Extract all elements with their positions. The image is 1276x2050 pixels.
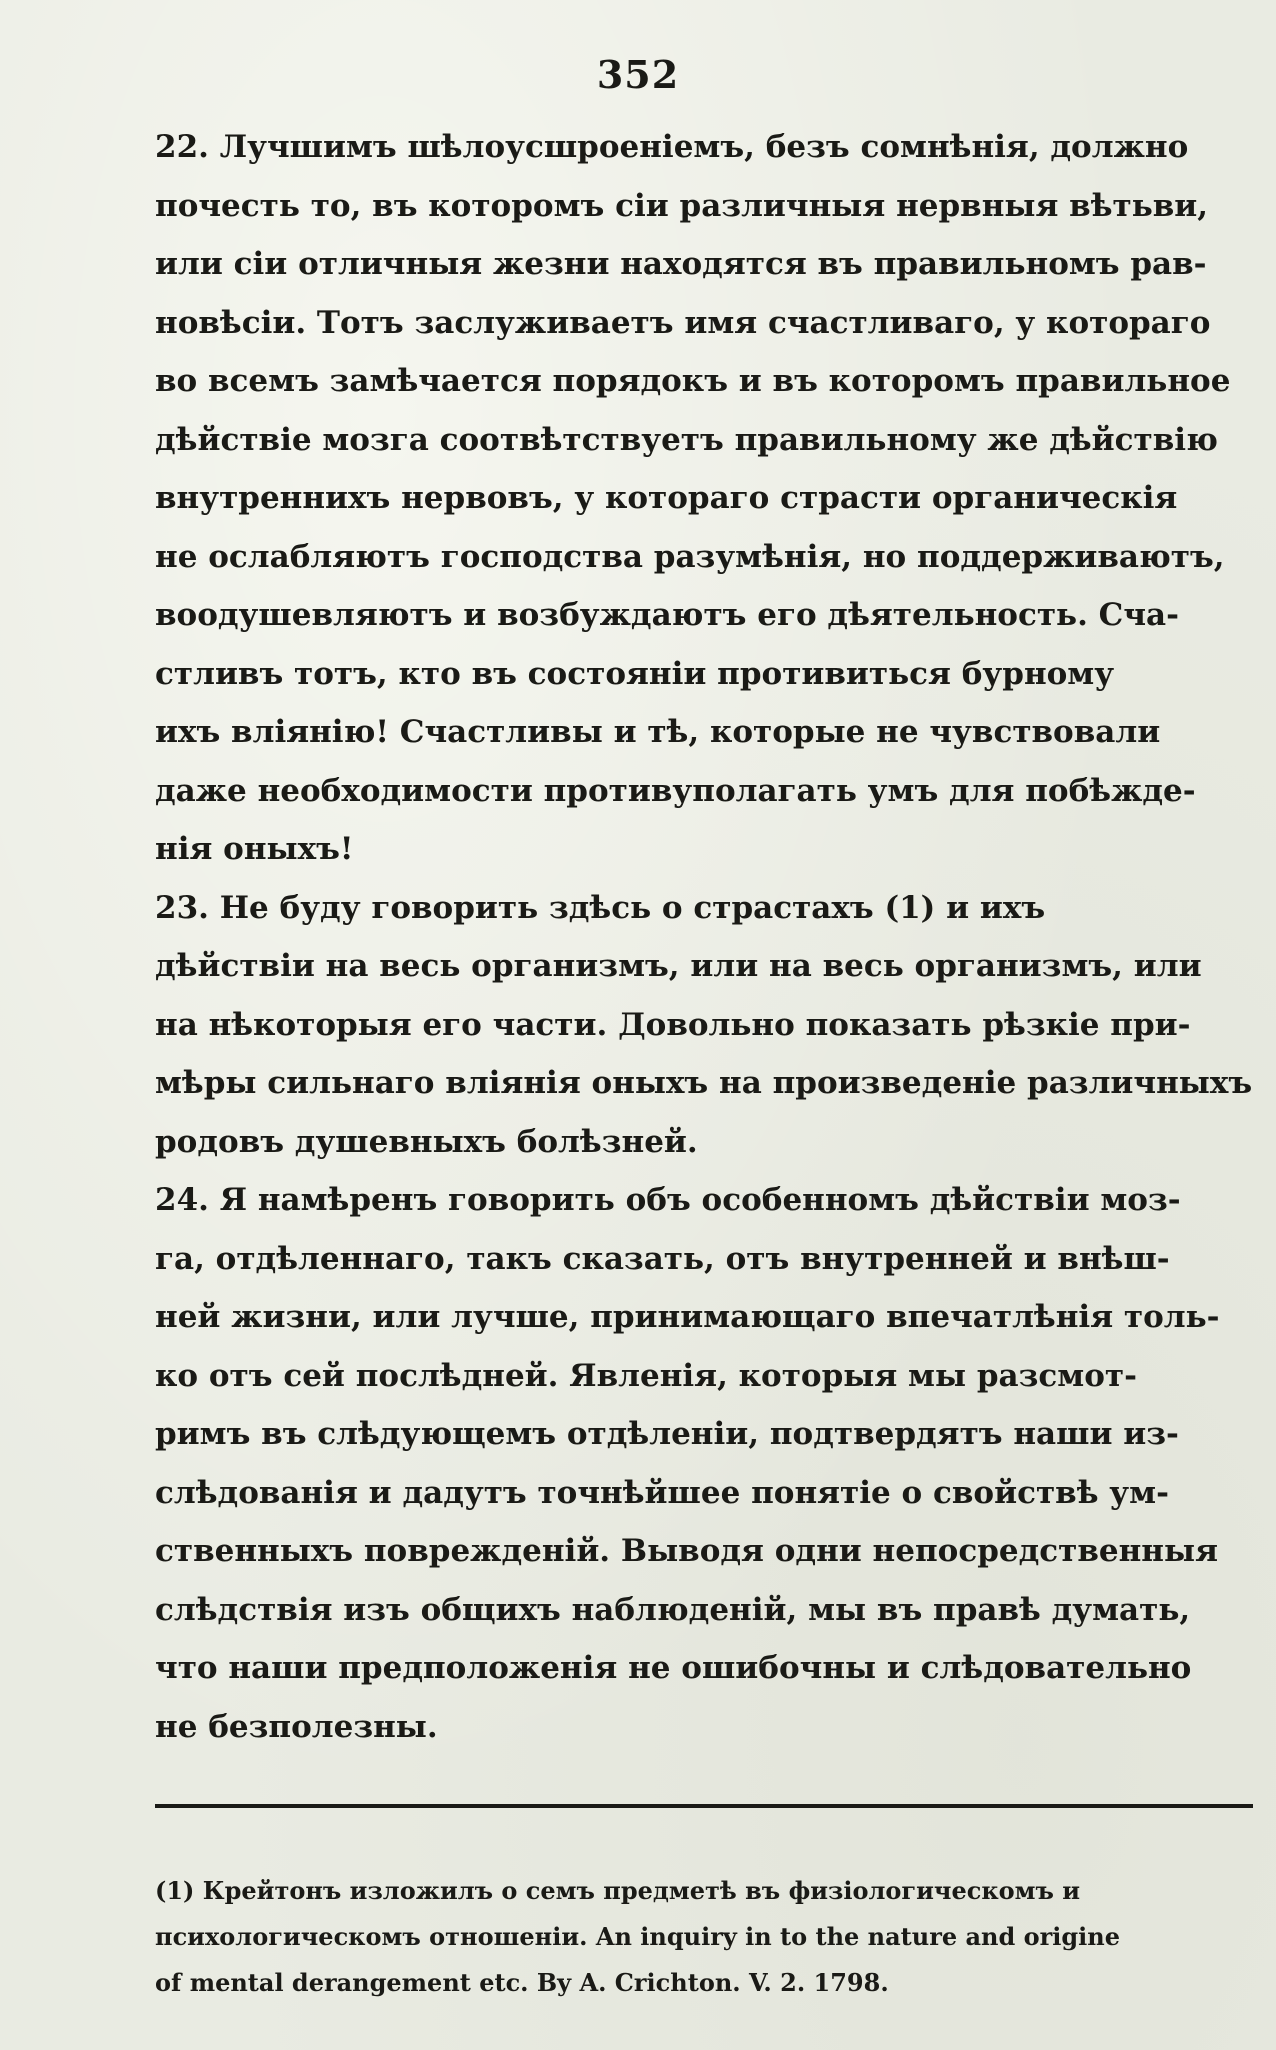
footnote-line: of mental derangement etc. By A. Crichton. V. 2. 1798. — [155, 1968, 889, 1997]
footnote-line: (1) Крейтонъ изложилъ о семъ предметѣ въ физіологическомъ и — [155, 1876, 1081, 1905]
text-line: слѣдствія изъ общихъ наблюденій, мы въ правѣ думать, — [155, 1591, 1191, 1628]
text-line: мѣры сильнаго вліянія оныхъ на произведеніе различныхъ — [155, 1065, 1253, 1101]
text-line: 24. Я намѣренъ говорить объ особенномъ дѣйствіи моз- — [155, 1182, 1181, 1218]
text-line: почесть то, въ которомъ сіи различныя нервныя вѣтьви, — [155, 187, 1209, 224]
text-line: римъ въ слѣдующемъ отдѣленіи, подтвердятъ наши из- — [155, 1416, 1179, 1452]
text-line: ней жизни, или лучше, принимающаго впечатлѣнія толь- — [155, 1299, 1220, 1335]
text-line: нія оныхъ! — [155, 831, 354, 867]
text-line: не безполезны. — [155, 1708, 438, 1745]
text-line: 23. Не буду говорить здѣсь о страстахъ (1) и ихъ — [155, 889, 1046, 926]
text-line: родовъ душевныхъ болѣзней. — [155, 1123, 698, 1160]
text-line: что наши предположенія не ошибочны и слѣдовательно — [155, 1650, 1192, 1686]
text-line: га, отдѣленнаго, такъ сказать, отъ внутренней и внѣш- — [155, 1240, 1170, 1277]
text-line: ственныхъ поврежденій. Выводя одни непосредственныя — [155, 1533, 1218, 1569]
page-number: 352 — [596, 52, 680, 97]
text-line: даже необходимости противуполагать умъ для побѣжде- — [155, 772, 1196, 809]
text-line: ихъ вліянію! Счастливы и тѣ, которые не чувствовали — [155, 714, 1161, 750]
text-line: внутреннихъ нервовъ, у котораго страсти органическія — [155, 480, 1178, 516]
text-line: 22. Лучшимъ шѣлоусшроеніемъ, безъ сомнѣнія, должно — [155, 129, 1189, 165]
text-line: на нѣкоторыя его части. Довольно показать рѣзкіе при- — [155, 1006, 1191, 1043]
text-line: воодушевляютъ и возбуждаютъ его дѣятельность. Сча- — [155, 597, 1179, 633]
text-line: ко отъ сей послѣдней. Явленія, которыя мы разсмот- — [155, 1357, 1137, 1394]
footnote-divider — [155, 1804, 1253, 1808]
text-line: стливъ тотъ, кто въ состояніи противиться бурному — [155, 655, 1115, 692]
footnote-line: психологическомъ отношеніи. An inquiry in to the nature and origine — [155, 1922, 1120, 1951]
body-text — [155, 118, 1255, 1756]
text-line: или сіи отличныя жезни находятся въ правильномъ рав- — [155, 246, 1207, 282]
text-line: не ослабляютъ господства разумѣнія, но поддерживаютъ, — [155, 538, 1225, 575]
text-line: дѣйствіе мозга соотвѣтствуетъ правильному же дѣйствію — [155, 421, 1218, 458]
text-line: слѣдованія и дадутъ точнѣйшее понятіе о свойствѣ ум- — [155, 1474, 1169, 1511]
text-line: во всемъ замѣчается порядокъ и въ которомъ правильное — [155, 363, 1231, 399]
text-line: новѣсіи. Тотъ заслуживаетъ имя счастливаго, у котораго — [155, 304, 1211, 341]
footnote — [155, 1868, 1255, 2006]
text-line: дѣйствіи на весь организмъ, или на весь организмъ, или — [155, 948, 1202, 984]
